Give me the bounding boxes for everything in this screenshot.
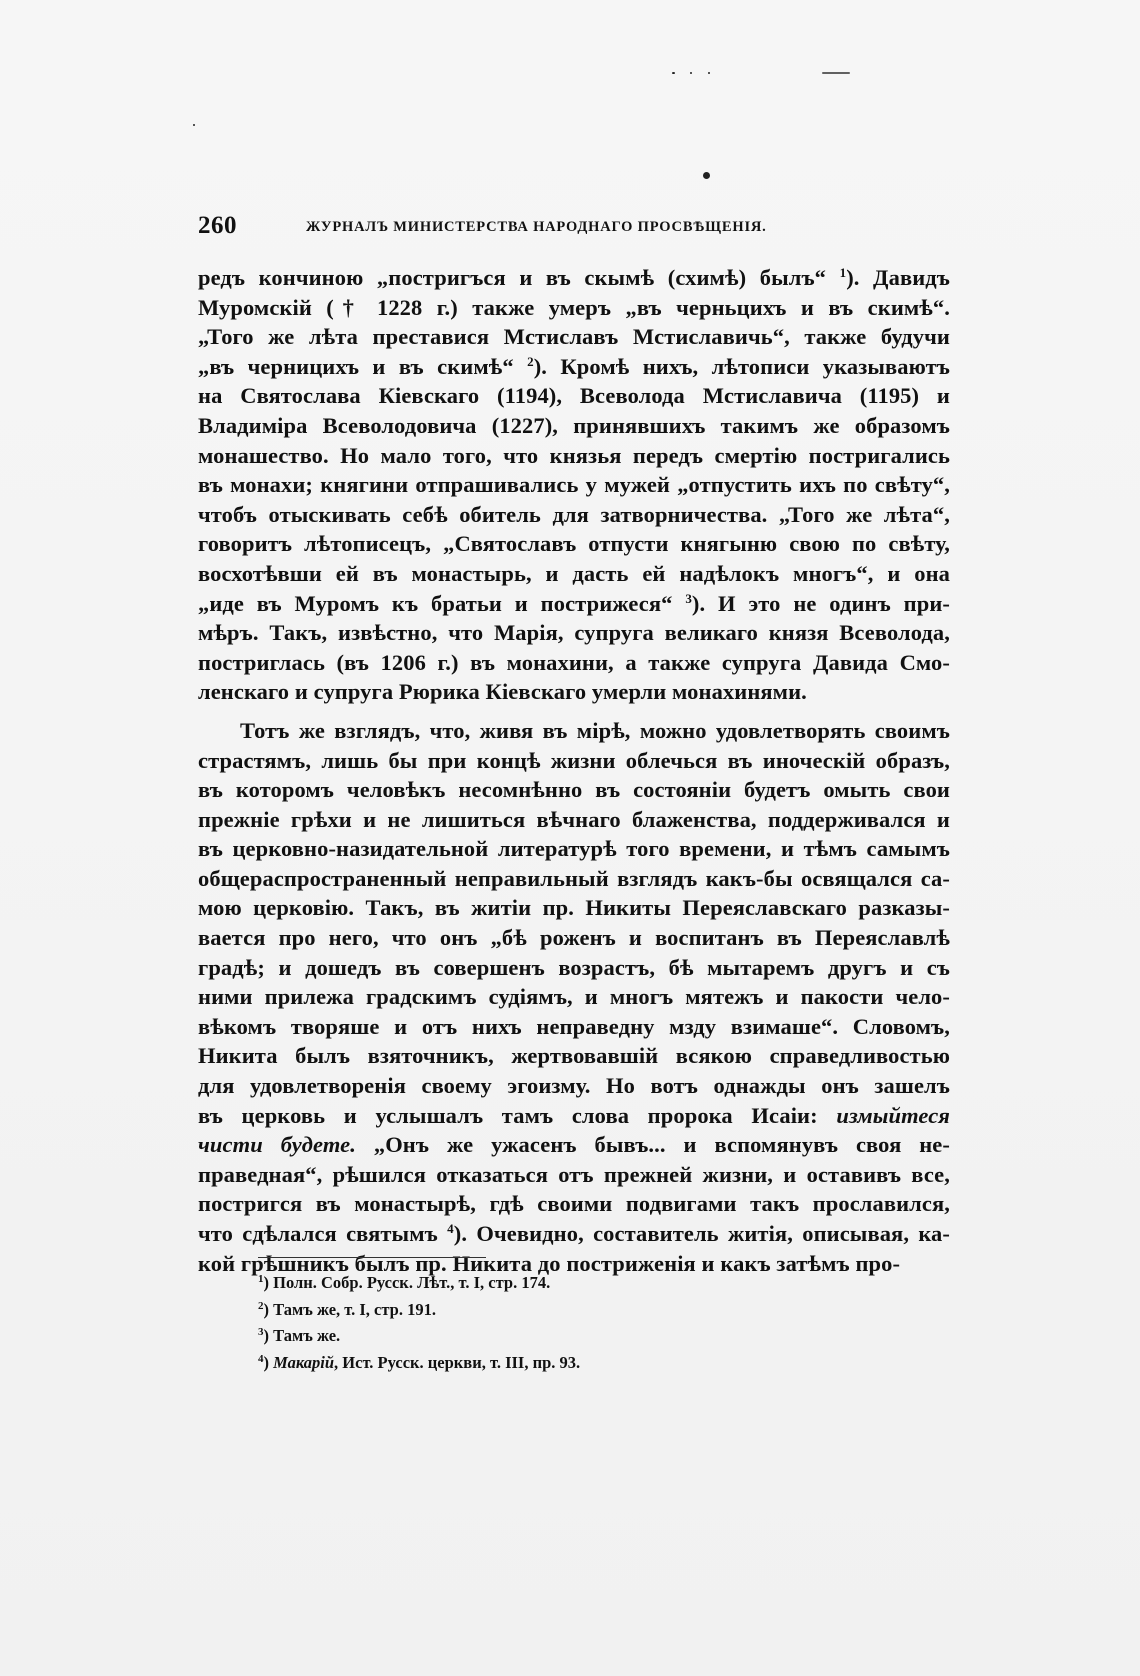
text-line — [198, 864, 950, 894]
text-line — [198, 1130, 950, 1160]
text-run: общераспространенный неправильный взглядъ какъ-бы освящался са- — [198, 865, 950, 891]
text-line — [198, 677, 950, 707]
text-run: постригся въ монастырѣ, гдѣ своими подвигами такъ прославился, — [198, 1191, 950, 1217]
text-run: въ церковь и услышалъ тамъ слова пророка Исаіи: — [198, 1102, 837, 1128]
text-line — [198, 1071, 950, 1101]
scan-speck — [193, 124, 195, 126]
text-run: ленскаго и супруга Рюрика Кіевскаго умерли монахинями. — [198, 679, 807, 705]
text-run: въ которомъ человѣкъ несомнѣнно въ состояніи будетъ омыть свои — [198, 777, 950, 803]
text-run: для удовлетворенія своему эгоизму. Но вотъ однажды онъ зашелъ — [198, 1073, 950, 1099]
text-run: въ церковно-назидательной литературѣ того времени, и тѣмъ самымъ — [198, 836, 950, 862]
text-run: ) Тамъ же. — [263, 1326, 341, 1345]
page-number: 260 — [198, 212, 237, 239]
text-run: ними прилежа градскимъ судіямъ, и многъ мятежъ и пакости чело- — [198, 984, 950, 1010]
footnote-separator — [258, 1257, 486, 1258]
text-run: ). Давидъ — [846, 265, 950, 290]
text-line — [198, 470, 950, 500]
text-line — [198, 293, 950, 323]
text-run: Муромскій († 1228 г.) также умеръ „въ черньцихъ и въ скимѣ“. — [198, 294, 950, 320]
text-run: ) Полн. Собр. Русск. Лѣт., т. I, стр. 174. — [263, 1273, 551, 1292]
text-line — [198, 746, 950, 776]
text-run: вѣкомъ творяше и отъ нихъ неправедну мзду взимаше“. Словомъ, — [198, 1013, 950, 1039]
footnote — [258, 1270, 858, 1297]
paragraph — [198, 716, 950, 1278]
text-run: праведная“, рѣшился отказаться отъ прежней жизни, и оставивъ все, — [198, 1161, 950, 1187]
text-run: градѣ; и дошедъ въ совершенъ возрастъ, бѣ мытаремъ другъ и съ — [198, 954, 950, 980]
page-header — [198, 212, 950, 244]
text-line — [198, 953, 950, 983]
text-line — [198, 982, 950, 1012]
text-line — [198, 322, 950, 352]
text-run: ). Кромѣ нихъ, лѣтописи указываютъ — [533, 353, 950, 379]
footnote — [258, 1350, 858, 1377]
text-run: ). И это не одинъ при- — [691, 590, 950, 616]
text-line — [198, 1012, 950, 1042]
body-text — [198, 263, 950, 1278]
text-line — [198, 559, 950, 589]
text-line — [198, 618, 950, 648]
scan-speck — [703, 172, 710, 179]
footnote-ref: 2 — [527, 353, 534, 369]
text-line — [198, 589, 950, 619]
text-run: на Святослава Кіевскаго (1194), Всеволода Мстиславича (1195) и — [198, 383, 950, 409]
text-line — [198, 893, 950, 923]
text-run: „въ черницихъ и въ скимѣ“ — [198, 353, 528, 379]
text-run: „иде въ Муромъ къ братьи и пострижеся“ — [198, 590, 686, 616]
text-run: восхотѣвши ей въ монастырь, и дасть ей надѣлокъ многъ“, и она — [198, 560, 950, 586]
text-run: „Онъ же ужасенъ бывъ... и вспомянувъ своя не- — [355, 1132, 950, 1158]
footnote-ref: 1 — [258, 1273, 264, 1285]
text-line — [198, 411, 950, 441]
text-run: страстямъ, лишь бы при концѣ жизни облечься въ иноческій образъ, — [198, 747, 950, 773]
text-run: Тотъ же взглядъ, что, живя въ мірѣ, можно удовлетворять своимъ — [240, 717, 950, 743]
text-line — [198, 923, 950, 953]
italic-text: измыйтеся — [836, 1102, 950, 1128]
footnote — [258, 1297, 858, 1324]
footnote-ref: 3 — [258, 1326, 264, 1338]
text-run: ) Тамъ же, т. I, стр. 191. — [263, 1299, 436, 1319]
text-line — [198, 441, 950, 471]
text-run: прежніе грѣхи и не лишиться вѣчнаго блаженства, поддерживался и — [198, 806, 950, 832]
text-line — [198, 1160, 950, 1190]
scan-speck — [690, 72, 692, 74]
text-run: въ монахи; княгини отпрашивались у мужей „отпустить ихъ по свѣту“, — [198, 472, 950, 498]
text-run: ) — [263, 1352, 274, 1372]
footnote-ref: 3 — [685, 590, 692, 606]
scan-speck — [672, 72, 675, 74]
text-line — [198, 1041, 950, 1071]
text-line — [198, 834, 950, 864]
text-line — [198, 1219, 950, 1249]
text-run: чтобъ отыскивать себѣ обитель для затворничества. „Того же лѣта“, — [198, 501, 950, 527]
scan-speck — [822, 72, 850, 74]
text-line — [198, 500, 950, 530]
paragraph — [198, 263, 950, 707]
footnotes — [258, 1270, 858, 1376]
paragraph-gap — [198, 707, 950, 716]
footnote — [258, 1323, 858, 1350]
text-run: монашество. Но мало того, что князья передъ смертію постригались — [198, 442, 950, 468]
text-run: Владиміра Всеволодовича (1227), принявшихъ такимъ же образомъ — [198, 412, 950, 438]
text-run: мою церковію. Такъ, въ житіи пр. Никиты Переяславскаго разказы- — [198, 895, 950, 921]
text-line — [198, 648, 950, 678]
italic-text: Макарій — [273, 1352, 335, 1372]
text-run: ). Очевидно, составитель житія, описывая, ка- — [453, 1221, 950, 1246]
text-run: постриглась (въ 1206 г.) въ монахини, а также супруга Давида Смо- — [198, 649, 950, 675]
running-head: ЖУРНАЛЪ МИНИСТЕРСТВА НАРОДНАГО ПРОСВѢЩЕНІЯ. — [306, 219, 767, 235]
text-run: говоритъ лѣтописецъ, „Святославъ отпусти княгыню свою по свѣту, — [198, 531, 950, 557]
text-line — [198, 529, 950, 559]
text-line — [198, 775, 950, 805]
text-line — [198, 1189, 950, 1219]
text-line — [198, 716, 950, 746]
text-run: что сдѣлался святымъ — [198, 1221, 448, 1246]
text-run: кой грѣшникъ былъ пр. Никита до постриженія и какъ затѣмъ про- — [198, 1250, 901, 1276]
text-run: Никита былъ взяточникъ, жертвовавшій всякою справедливостью — [198, 1043, 950, 1069]
footnote-ref: 1 — [839, 265, 847, 280]
text-line — [198, 1101, 950, 1131]
italic-text: чисти будете. — [198, 1132, 356, 1158]
footnote-ref: 4 — [258, 1352, 264, 1365]
text-run: редъ кончиною „постригъся и въ скымѣ (схимѣ) былъ“ — [198, 265, 840, 290]
footnote-ref: 4 — [447, 1221, 454, 1236]
text-line — [198, 352, 950, 382]
text-line — [198, 263, 950, 293]
text-run: вается про него, что онъ „бѣ роженъ и воспитанъ въ Переяславлѣ — [198, 925, 950, 951]
text-run: мѣръ. Такъ, извѣстно, что Марія, супруга великаго князя Всеволода, — [198, 620, 950, 646]
text-line — [198, 805, 950, 835]
text-line — [198, 381, 950, 411]
text-run: , Ист. Русск. церкви, т. III, пр. 93. — [334, 1352, 581, 1372]
scan-speck — [708, 72, 710, 74]
footnote-ref: 2 — [258, 1299, 264, 1312]
text-run: „Того же лѣта преставися Мстиславъ Мстиславичь“, также будучи — [198, 324, 950, 350]
